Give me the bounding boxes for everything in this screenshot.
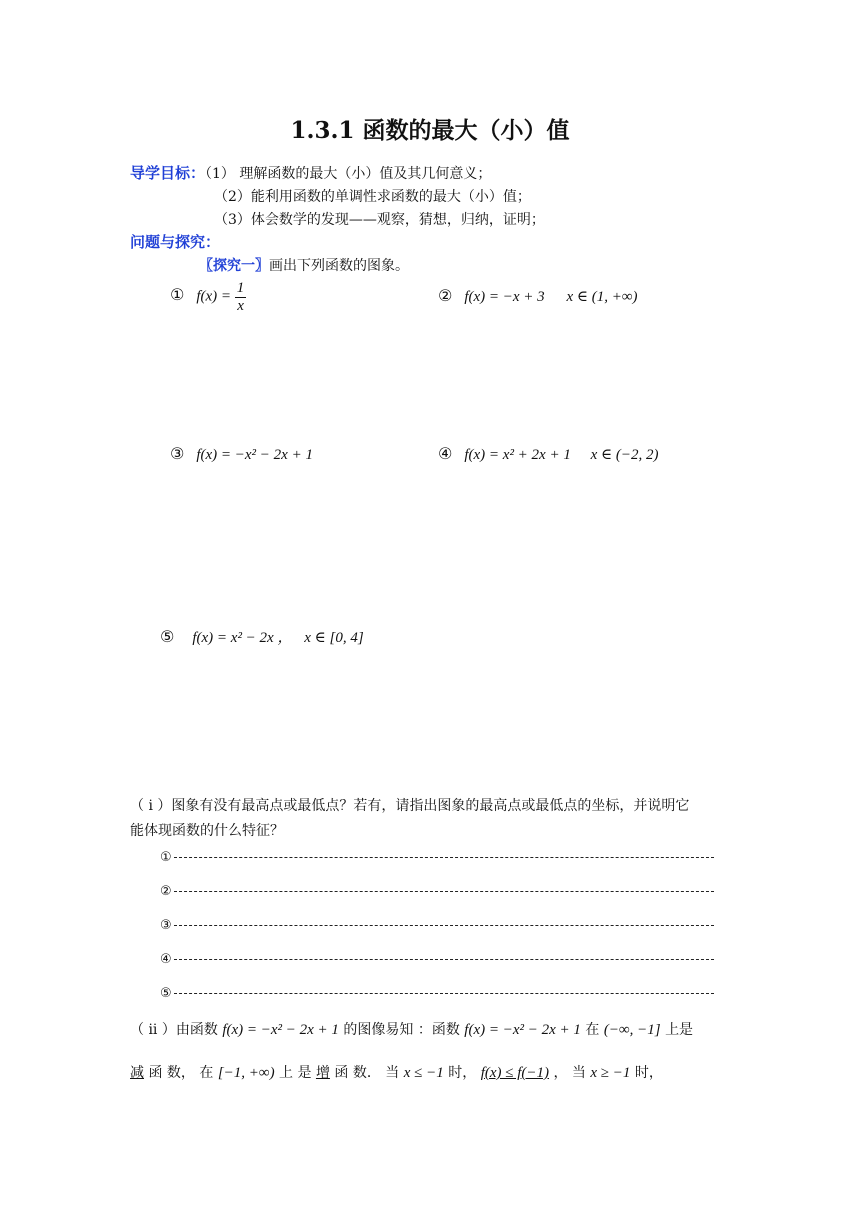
- question-2-text-b: 的图像易知 ：函数: [343, 1022, 460, 1038]
- question-2-inequality: f(x) ≤ f(−1): [480, 1065, 550, 1081]
- explore-task-text: 画出下列函数的图象。: [269, 258, 409, 274]
- question-2-text-i: ， 当: [553, 1065, 586, 1081]
- answer-line-1-blank: [174, 857, 714, 858]
- answer-line-4[interactable]: [160, 952, 720, 967]
- answer-line-3-marker: ③: [160, 918, 172, 933]
- question-2-function-1: f(x) = −x² − 2x + 1: [222, 1022, 339, 1038]
- question-2-interval-1: (−∞, −1]: [603, 1022, 661, 1038]
- question-2-interval-2: [−1, +∞): [217, 1065, 275, 1081]
- function-5-marker: ⑤: [160, 627, 175, 646]
- question-2-condition-1: x ≤ −1: [403, 1065, 444, 1081]
- function-1: [170, 280, 246, 314]
- objective-item-3: （3）体会数学的发现——观察，猜想，归纳，证明；: [214, 212, 545, 228]
- answer-line-2-marker: ②: [160, 884, 172, 899]
- question-2-text-d: 上是: [665, 1022, 694, 1038]
- function-3-lhs: f(x) = −x² − 2x + 1: [196, 447, 313, 463]
- function-3-marker: ③: [170, 444, 185, 463]
- question-2-text-g: 函 数． 当: [334, 1065, 400, 1081]
- question-2-line-1: [130, 1019, 693, 1039]
- function-3: [170, 444, 313, 464]
- answer-line-1[interactable]: [160, 850, 720, 865]
- function-5-domain: x ∈ [0, 4]: [304, 630, 364, 646]
- function-4-domain: x ∈ (−2, 2): [590, 447, 659, 463]
- question-1-line-2: 能体现函数的什么特征？: [130, 823, 284, 839]
- objective-item-2: （2）能利用函数的单调性求函数的最大（小）值；: [214, 189, 531, 205]
- answer-line-3-blank: [174, 925, 714, 926]
- page-title: 1.3.1 函数的最大（小）值: [290, 117, 570, 144]
- function-4-lhs: f(x) = x² + 2x + 1: [464, 447, 571, 463]
- function-4: [438, 444, 658, 464]
- answer-line-5-marker: ⑤: [160, 986, 172, 1001]
- question-1-line-1: （ i ）图象有没有最高点或最低点？若有，请指出图象的最高点或最低点的坐标，并说明它: [130, 798, 690, 814]
- question-2-increasing: 增: [315, 1065, 330, 1081]
- answer-line-2-blank: [174, 891, 714, 892]
- function-5: [160, 626, 364, 647]
- answer-line-4-blank: [174, 959, 714, 960]
- function-5-lhs: f(x) = x² − 2x ，: [192, 630, 293, 646]
- objectives-section: [130, 162, 491, 183]
- function-1-fraction: [235, 280, 247, 314]
- explore-task: [199, 255, 409, 275]
- question-2-text-c: 在: [585, 1022, 600, 1038]
- objective-item-1: （1） 理解函数的最大（小）值及其几何意义；: [205, 166, 492, 182]
- answer-line-4-marker: ④: [160, 952, 172, 967]
- answer-line-2[interactable]: [160, 884, 720, 899]
- question-2-text-j: 时，: [634, 1065, 663, 1081]
- function-2-domain: x ∈ (1, +∞): [566, 289, 638, 305]
- explore-task-label: 〖探究一〗: [199, 258, 269, 274]
- question-2-line-2: [130, 1062, 663, 1082]
- function-1-numerator: 1: [236, 280, 245, 296]
- question-2-decreasing: 减: [130, 1065, 144, 1081]
- question-2-text-h: 时，: [448, 1065, 477, 1081]
- question-2-function-2: f(x) = −x² − 2x + 1: [464, 1022, 581, 1038]
- answer-line-1-marker: ①: [160, 850, 172, 865]
- function-2-lhs: f(x) = −x + 3: [464, 289, 545, 305]
- function-1-marker: ①: [170, 285, 185, 305]
- function-1-lhs: f(x) =: [196, 288, 232, 305]
- question-2-text-a: （ ii ）由函数: [130, 1022, 218, 1038]
- answer-line-5-blank: [174, 993, 714, 994]
- question-2-text-e: 函 数， 在: [148, 1065, 214, 1081]
- answer-line-3[interactable]: [160, 918, 720, 933]
- function-2: [438, 286, 638, 306]
- question-2-condition-2: x ≥ −1: [590, 1065, 631, 1081]
- function-4-marker: ④: [438, 444, 453, 463]
- answer-line-5[interactable]: [160, 986, 720, 1001]
- function-2-marker: ②: [438, 286, 453, 305]
- function-1-denominator: x: [237, 297, 244, 314]
- explore-heading: 问题与探究：: [130, 233, 221, 251]
- question-2-text-f: 上 是: [279, 1065, 312, 1081]
- objectives-heading: 导学目标：: [130, 164, 206, 182]
